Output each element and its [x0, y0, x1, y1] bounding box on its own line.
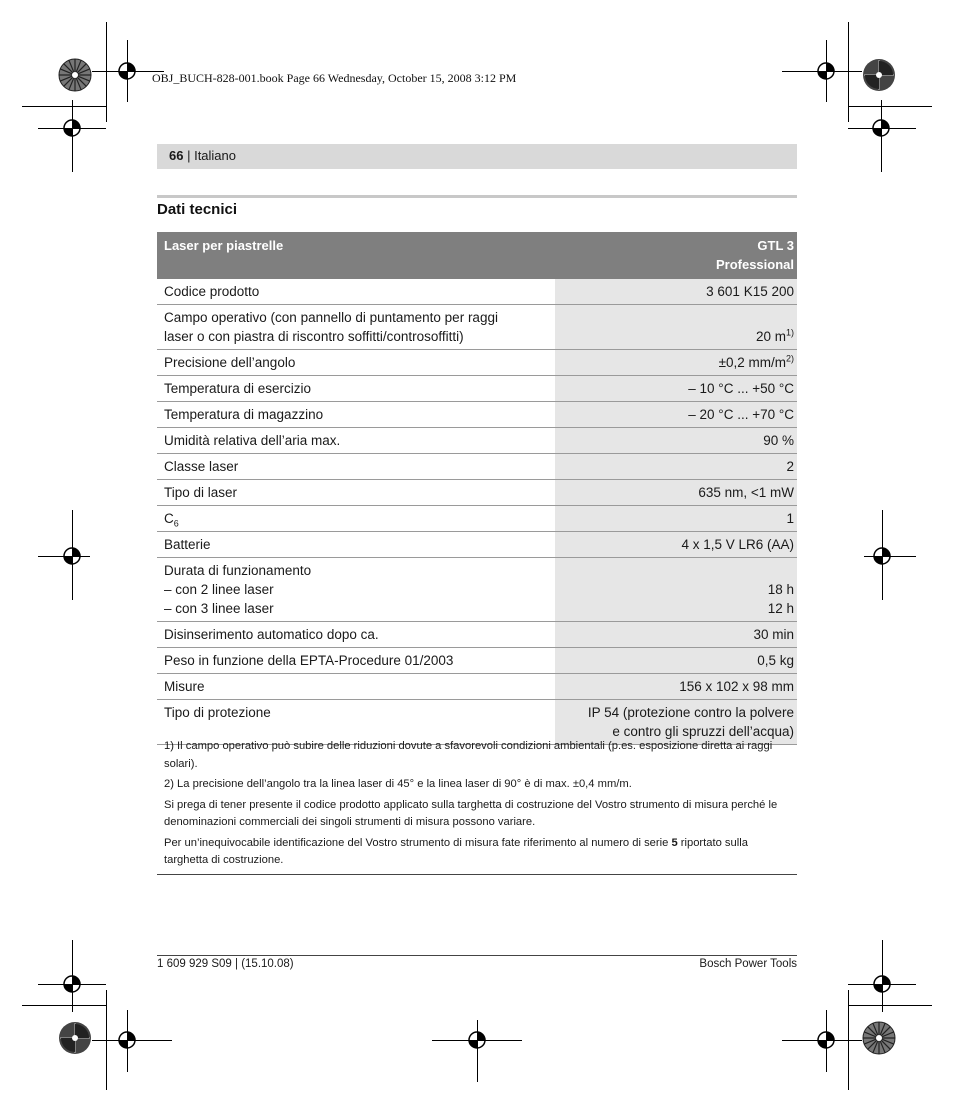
row-label: Disinserimento automatico dopo ca. — [157, 622, 555, 648]
table-header-left: Laser per piastrelle — [157, 232, 555, 279]
table-row — [157, 648, 797, 674]
table-row — [157, 532, 797, 558]
divider — [157, 195, 797, 198]
value-line: e contro gli spruzzi dell’acqua) — [612, 724, 794, 739]
row-label: Precisione dell’angolo — [157, 350, 555, 376]
footer-brand: Bosch Power Tools — [699, 958, 797, 970]
value-line: 18 h — [767, 582, 794, 597]
row-value: 90 % — [555, 428, 797, 454]
row-label: Misure — [157, 674, 555, 700]
row-value: 156 x 102 x 98 mm — [555, 674, 797, 700]
color-rosette-icon — [862, 58, 896, 92]
divider — [157, 874, 797, 875]
model-name: GTL 3 — [757, 238, 794, 253]
row-value: 4 x 1,5 V LR6 (AA) — [555, 532, 797, 558]
note-text: Per un’inequivocabile identificazione del Vostro strumento di misura fate riferimento al numero di serie — [164, 836, 672, 849]
color-rosette-icon — [862, 1021, 896, 1055]
row-value: 2 — [555, 454, 797, 480]
row-value: – 20 °C ... +70 °C — [555, 402, 797, 428]
row-label: Codice prodotto — [157, 279, 555, 305]
table-header — [157, 232, 797, 279]
row-label: Temperatura di esercizio — [157, 376, 555, 402]
row-label: Umidità relativa dell’aria max. — [157, 428, 555, 454]
note-bold-ref: 5 — [671, 836, 678, 849]
registration-target-icon — [60, 972, 84, 996]
table-row — [157, 622, 797, 648]
row-label-line: Durata di funzionamento — [164, 563, 312, 578]
row-label-line: – con 3 linee laser — [164, 601, 274, 616]
table-row — [157, 674, 797, 700]
row-value: 635 nm, <1 mW — [555, 480, 797, 506]
table-row — [157, 305, 797, 350]
row-label-line: Campo operativo (con pannello di puntamento per raggi — [164, 310, 498, 325]
registration-target-icon — [115, 1028, 139, 1052]
table-row — [157, 480, 797, 506]
table-row — [157, 428, 797, 454]
row-value: 0,5 kg — [555, 648, 797, 674]
row-label — [157, 305, 555, 350]
registration-target-icon — [870, 972, 894, 996]
color-rosette-icon — [58, 1021, 92, 1055]
header-separator: | — [183, 148, 195, 163]
spec-table — [157, 232, 797, 745]
value-text: 20 m — [755, 329, 786, 344]
table-row — [157, 402, 797, 428]
row-label — [157, 558, 555, 622]
footnotes — [164, 738, 794, 873]
row-label-line: – con 2 linee laser — [164, 582, 274, 597]
table-row — [157, 376, 797, 402]
row-value — [555, 305, 797, 350]
registration-target-icon — [814, 1028, 838, 1052]
footer-divider — [157, 955, 797, 956]
footnote-ref: 1) — [785, 327, 794, 338]
table-row — [157, 350, 797, 376]
page-header — [157, 144, 797, 169]
print-slug: OBJ_BUCH-828-001.book Page 66 Wednesday, October 15, 2008 3:12 PM — [152, 71, 517, 85]
registration-target-icon — [60, 544, 84, 568]
label-text: C — [164, 511, 174, 526]
row-value: – 10 °C ... +50 °C — [555, 376, 797, 402]
row-value — [555, 350, 797, 376]
table-header-right — [555, 232, 797, 279]
row-label: Peso in funzione della EPTA-Procedure 01/2003 — [157, 648, 555, 674]
registration-target-icon — [115, 59, 139, 83]
section-title: Dati tecnici — [157, 201, 238, 218]
model-suffix: Professional — [715, 257, 794, 272]
table-row — [157, 454, 797, 480]
table-row — [157, 558, 797, 622]
footnote-ref: 2) — [785, 353, 794, 364]
note-serial-number — [164, 835, 794, 870]
footnote-2: 2) La precisione dell’angolo tra la linea laser di 45° e la linea laser di 90° è di max. ±0,4 mm/m. — [164, 778, 632, 790]
table-row — [157, 506, 797, 532]
footer-doc-code: 1 609 929 S09 | (15.10.08) — [157, 958, 294, 970]
table-row — [157, 279, 797, 305]
row-label: Tipo di laser — [157, 480, 555, 506]
registration-target-icon — [465, 1028, 489, 1052]
header-language: Italiano — [194, 148, 236, 163]
value-line: 12 h — [767, 601, 794, 616]
registration-target-icon — [60, 116, 84, 140]
registration-target-icon — [869, 116, 893, 140]
color-rosette-icon — [58, 58, 92, 92]
row-value: 1 — [555, 506, 797, 532]
row-label: Tipo di protezione — [157, 700, 555, 745]
row-label: Temperatura di magazzino — [157, 402, 555, 428]
row-label: Classe laser — [157, 454, 555, 480]
registration-target-icon — [870, 544, 894, 568]
subscript: 6 — [173, 518, 179, 529]
value-line: IP 54 (protezione contro la polvere — [587, 705, 794, 720]
note-text: riportato sulla targhetta di costruzione. — [164, 836, 748, 866]
row-value — [555, 558, 797, 622]
row-label — [157, 506, 555, 532]
row-label-line: laser o con piastra di riscontro soffitti/controsoffitti) — [164, 329, 464, 344]
registration-target-icon — [814, 59, 838, 83]
row-value: 3 601 K15 200 — [555, 279, 797, 305]
row-label: Batterie — [157, 532, 555, 558]
row-value: 30 min — [555, 622, 797, 648]
note-product-code: Si prega di tener presente il codice prodotto applicato sulla targhetta di costruzione del Vostro strumento di misura perché le denominazioni commerciali dei singoli strumenti di misura possono variare. — [164, 798, 778, 828]
footnote-1: 1) Il campo operativo può subire delle riduzioni dovute a sfavorevoli condizioni ambientali (p.es. esposizione diretta ai raggi solari). — [164, 740, 773, 770]
page-number: 66 — [169, 148, 184, 163]
value-text: ±0,2 mm/m — [718, 355, 786, 370]
